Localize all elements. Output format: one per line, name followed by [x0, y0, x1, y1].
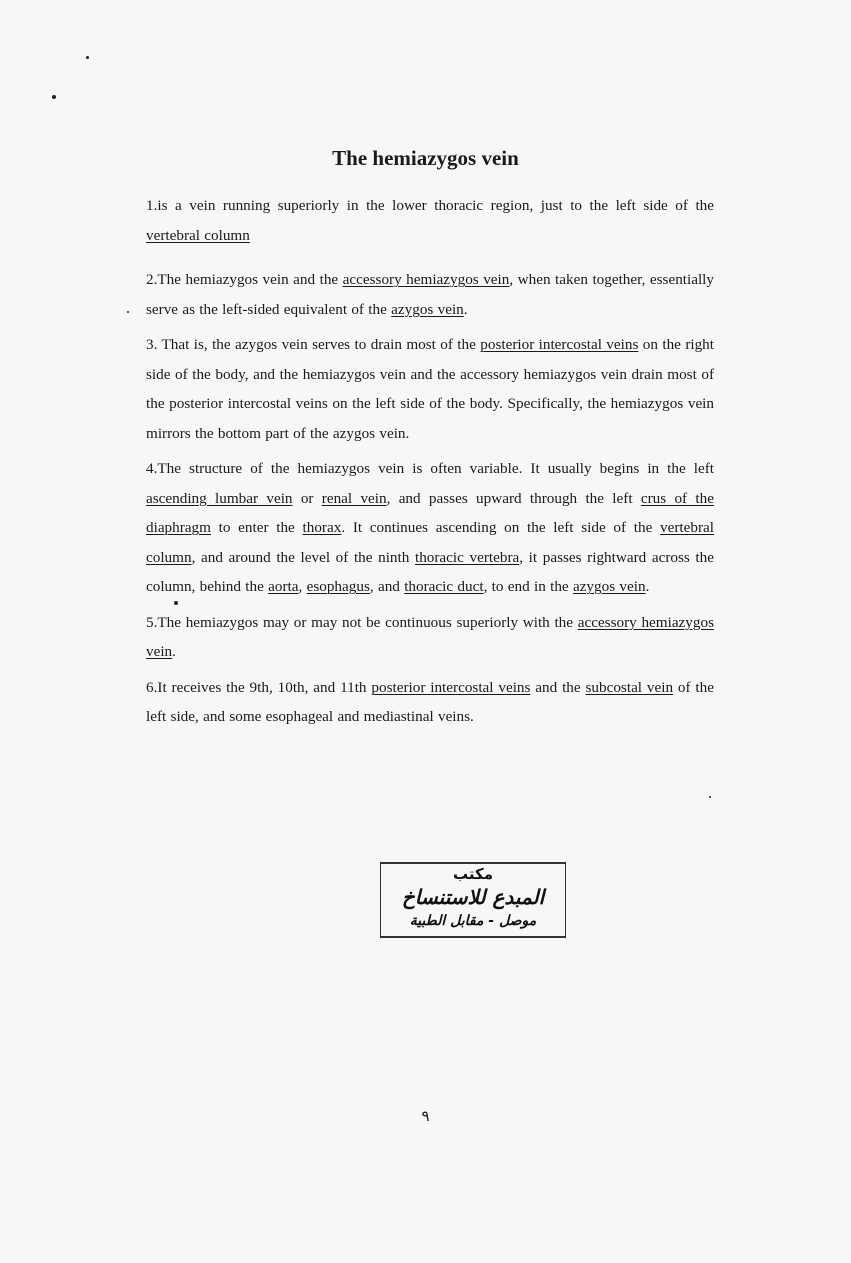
paragraph-6 [146, 673, 714, 732]
paragraph-text: . [172, 643, 176, 660]
paragraph-text: 3. That is, the azygos vein serves to drain most of the [146, 336, 481, 353]
document-body [146, 191, 714, 738]
linked-term: crus of the diaphragm [146, 489, 714, 536]
paragraph-text: 1.is a vein running superiorly in the lower thoracic region, just to the left side of the [146, 197, 714, 214]
page-title: The hemiazygos vein [332, 146, 519, 170]
paragraph-text: or [292, 489, 322, 507]
office-stamp [380, 862, 566, 938]
paragraph-text: and the [530, 678, 586, 696]
scan-speck [52, 95, 56, 99]
paragraph-text: 5.The hemiazygos may or may not be continuous superiorly with the [146, 613, 578, 631]
paragraph-2 [146, 265, 714, 324]
linked-term: ascending lumbar vein [146, 489, 293, 507]
paragraph-text: . [645, 578, 650, 595]
paragraph-text: . It continues ascending on the left side of the [341, 519, 661, 536]
paragraph-1 [146, 191, 714, 250]
scan-speck [127, 311, 129, 313]
linked-term: azygos vein [391, 300, 464, 318]
linked-term: thoracic duct [404, 578, 484, 595]
paragraph-text: to enter the [210, 519, 303, 536]
linked-term: renal vein [321, 489, 387, 507]
linked-term: esophagus [306, 578, 370, 595]
linked-term: azygos vein [572, 578, 646, 595]
stamp-line-2: المبدع للاستنساخ [401, 885, 545, 909]
paragraph-text: , to end in the [483, 578, 573, 595]
paragraph-text: , [298, 578, 307, 595]
stamp-line-1: مكتب [452, 865, 493, 883]
linked-term: vertebral column [146, 226, 250, 244]
linked-term: vertebral column [146, 519, 714, 566]
paragraph-text: , and [369, 578, 405, 595]
paragraph-text: 2.The hemiazygos vein and the [146, 271, 343, 288]
page-number: ٩ [421, 1107, 430, 1125]
paragraph-text: , and around the level of the ninth [191, 548, 415, 566]
linked-term: posterior intercostal veins [480, 336, 639, 353]
stamp-line-3: موصل - مقابل الطبية [409, 913, 537, 929]
linked-term: accessory hemiazygos vein [342, 271, 510, 288]
paragraph-text: , and passes upward through the left [386, 489, 641, 507]
linked-term: accessory hemiazygos vein [146, 613, 714, 660]
linked-term: thorax [302, 519, 342, 536]
paragraph-text: . [463, 300, 468, 318]
paragraph-text: 6.It receives the 9th, 10th, and 11th [146, 678, 372, 696]
paragraph-5 [146, 608, 714, 667]
paragraph-text: on the right side of the body, and the hemiazygos vein and the accessory hemiazygos vein drain most of the posterior intercostal veins on the left side of the body. Specifically, the hemiazygos vein mirrors the bottom part of the azygos vein. [146, 336, 714, 442]
scan-speck [709, 796, 711, 798]
paragraph-text: 4.The structure of the hemiazygos vein is often variable. It usually begins in the left [146, 460, 714, 477]
linked-term: posterior intercostal veins [371, 678, 531, 696]
paragraph-text: of the left side, and some esophageal and mediastinal veins. [146, 678, 714, 725]
linked-term: subcostal vein [585, 678, 674, 696]
paragraph-4 [146, 454, 714, 602]
scan-speck [86, 56, 89, 59]
linked-term: aorta [268, 578, 299, 595]
paragraph-text: , it passes rightward across the column, behind the [146, 548, 714, 595]
linked-term: thoracic vertebra [414, 548, 520, 566]
paragraph-text: , when taken together, essentially serve as the left-sided equivalent of the [146, 271, 714, 318]
paragraph-3 [146, 330, 714, 448]
